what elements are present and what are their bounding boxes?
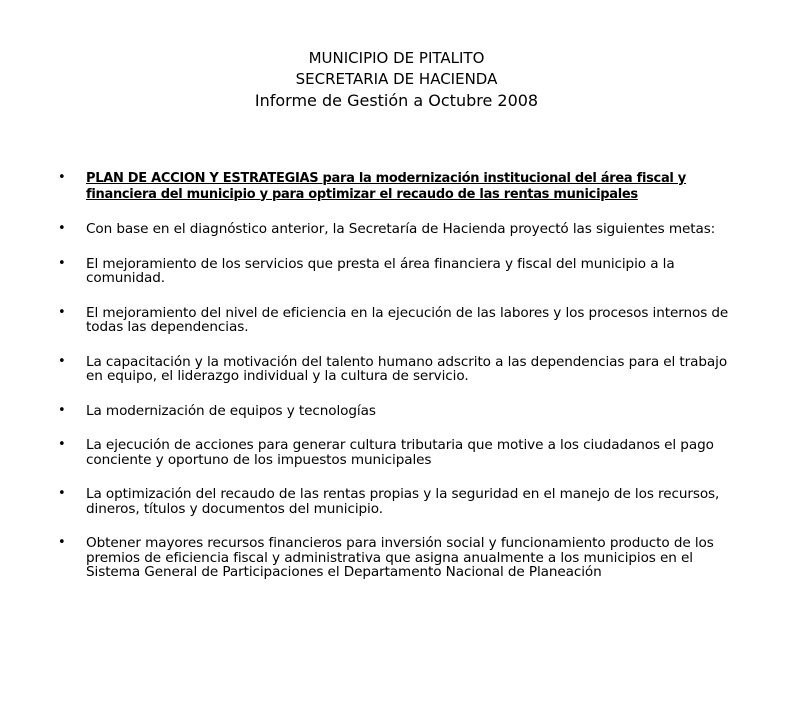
- list-item: [0, 257, 793, 286]
- list-item-text: La optimización del recaudo de las rentas propias y la seguridad en el manejo de los recursos, dineros, títulos y documentos del municipio.: [86, 486, 720, 517]
- list-item-text: La modernización de equipos y tecnologías: [86, 402, 376, 419]
- bullet-icon: •: [58, 304, 66, 320]
- list-item-text: Con base en el diagnóstico anterior, la Secretaría de Hacienda proyectó las siguientes metas:: [86, 221, 716, 237]
- list-item: [0, 306, 793, 335]
- department-title: SECRETARIA DE HACIENDA: [295, 70, 498, 88]
- bullet-icon: •: [58, 255, 66, 271]
- list-item: [0, 536, 793, 580]
- list-item: [0, 222, 793, 237]
- bullet-list: [0, 171, 793, 600]
- bullet-icon: •: [58, 486, 66, 501]
- report-title: Informe de Gestión a Octubre 2008: [254, 91, 539, 110]
- list-item-plan-heading: [0, 171, 793, 202]
- list-item-text: El mejoramiento de los servicios que presta el área financiera y fiscal del municipio a la comunidad.: [86, 255, 675, 286]
- bullet-icon: •: [58, 170, 66, 185]
- bullet-icon: •: [58, 402, 66, 418]
- bullet-icon: •: [58, 437, 66, 452]
- list-item: [0, 404, 793, 419]
- list-item-text: La ejecución de acciones para generar cultura tributaria que motive a los ciudadanos el pago conciente y oportuno de los impuestos municipales: [86, 437, 714, 468]
- list-item-text: El mejoramiento del nivel de eficiencia en la ejecución de las labores y los procesos internos de todas las dependencias.: [86, 304, 729, 335]
- bullet-icon: •: [58, 535, 66, 550]
- document-header: [0, 48, 793, 112]
- list-item: [0, 487, 793, 516]
- bullet-icon: •: [58, 353, 66, 369]
- list-item: [0, 438, 793, 467]
- bullet-icon: •: [58, 221, 66, 236]
- list-item-text: La capacitación y la motivación del talento humano adscrito a las dependencias para el trabajo en equipo, el liderazgo individual y la cultura de servicio.: [86, 353, 728, 384]
- list-item: [0, 355, 793, 384]
- plan-heading: PLAN DE ACCION Y ESTRATEGIAS para la modernización institucional del área fiscal y financiera del municipio y para optimizar el recaudo de las rentas municipales: [86, 171, 686, 202]
- municipality-title: MUNICIPIO DE PITALITO: [308, 49, 485, 67]
- list-item-text: Obtener mayores recursos financieros para inversión social y funcionamiento producto de los premios de eficiencia fiscal y administrativa que asigna anualmente a los municipios en el Sistema General de Participaciones el Departamento Nacional de Planeación: [86, 535, 714, 580]
